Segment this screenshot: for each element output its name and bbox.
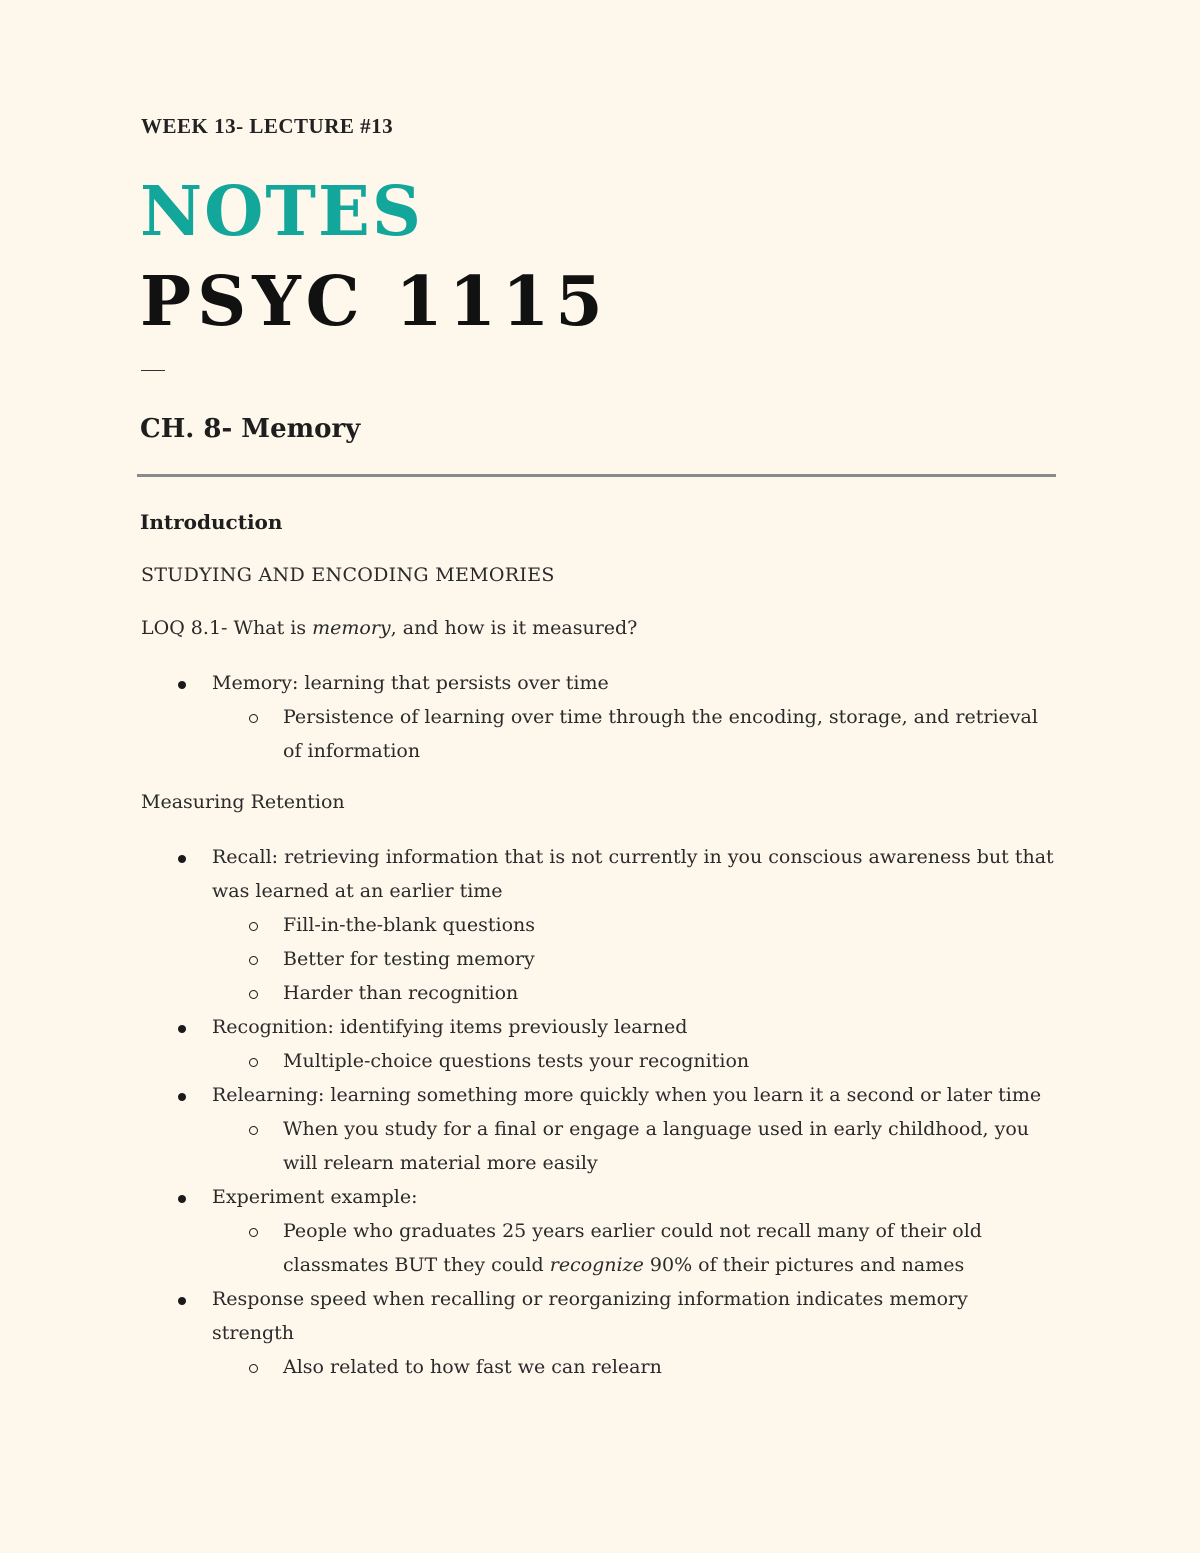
studying-encoding-subheading: STUDYING AND ENCODING MEMORIES [141,564,555,586]
sub-item-text: Multiple-choice questions tests your recognition [283,1050,750,1072]
sub-item-suffix: 90% of their pictures and names [643,1254,965,1276]
list-item-text: Response speed when recalling or reorganizing information indicates memory strength [212,1288,968,1344]
sub-item-fill-in-blank [0,908,1058,942]
list-item-relearning [0,1078,1054,1112]
measuring-retention-heading: Measuring Retention [141,791,345,813]
sub-item-prefix: People who graduates 25 years earlier could not recall many of their old classmates BUT they could [283,1220,982,1276]
sub-item-text: Harder than recognition [283,982,519,1004]
list-item-text: Memory: learning that persists over time [212,672,609,694]
introduction-heading: Introduction [140,510,283,534]
bullet-icon [178,1025,186,1033]
list-item-recognition [0,1010,1054,1044]
bullet-icon [178,1093,186,1101]
list-item-text: Experiment example: [212,1186,418,1208]
hollow-bullet-icon [249,714,258,723]
section-rule-divider [137,474,1056,477]
hollow-bullet-icon [249,990,258,999]
list-item-text: Recall: retrieving information that is not currently in you conscious awareness but that was learned at an earlier time [212,846,1054,902]
list-item-recall [0,840,1054,908]
chapter-heading: CH. 8- Memory [140,414,361,444]
week-label: WEEK 13- LECTURE #13 [141,114,394,138]
retention-list [0,840,1058,1384]
sub-item-persistence [0,700,1058,768]
bullet-icon [178,1297,186,1305]
loq-prefix: LOQ 8.1- What is [141,617,313,639]
list-item-experiment [0,1180,1054,1214]
notes-title: NOTES [140,172,423,252]
course-title: PSYC 1115 [140,262,609,342]
list-item-text: Relearning: learning something more quickly when you learn it a second or later time [212,1084,1042,1106]
bullet-icon [178,855,186,863]
loq-question [141,617,637,639]
list-item-response-speed [0,1282,1054,1350]
bullet-icon [178,1195,186,1203]
sub-item-relearn-fast [0,1350,1058,1384]
bullet-icon [178,681,186,689]
sub-item-emphasis: recognize [549,1254,644,1276]
list-item-memory [0,666,1054,700]
memory-list [0,666,1058,768]
sub-item-better-testing [0,942,1058,976]
sub-item-harder [0,976,1058,1010]
hollow-bullet-icon [249,1228,258,1237]
hollow-bullet-icon [249,956,258,965]
sub-item-graduates [0,1214,1058,1282]
sub-item-multiple-choice [0,1044,1058,1078]
loq-emphasis: memory [312,617,391,639]
loq-suffix: , and how is it measured? [390,617,638,639]
hollow-bullet-icon [249,1126,258,1135]
sub-item-study-final [0,1112,1058,1180]
title-dash-divider [141,370,165,371]
sub-item-text [283,1214,1058,1282]
hollow-bullet-icon [249,922,258,931]
list-item-text: Recognition: identifying items previously learned [212,1016,688,1038]
hollow-bullet-icon [249,1058,258,1067]
hollow-bullet-icon [249,1364,258,1373]
sub-item-text: Better for testing memory [283,948,535,970]
sub-item-text: When you study for a final or engage a language used in early childhood, you will relearn material more easily [283,1118,1030,1174]
sub-item-text: Also related to how fast we can relearn [283,1356,662,1378]
sub-item-text: Fill-in-the-blank questions [283,914,535,936]
sub-item-text: Persistence of learning over time through the encoding, storage, and retrieval of information [283,706,1038,762]
